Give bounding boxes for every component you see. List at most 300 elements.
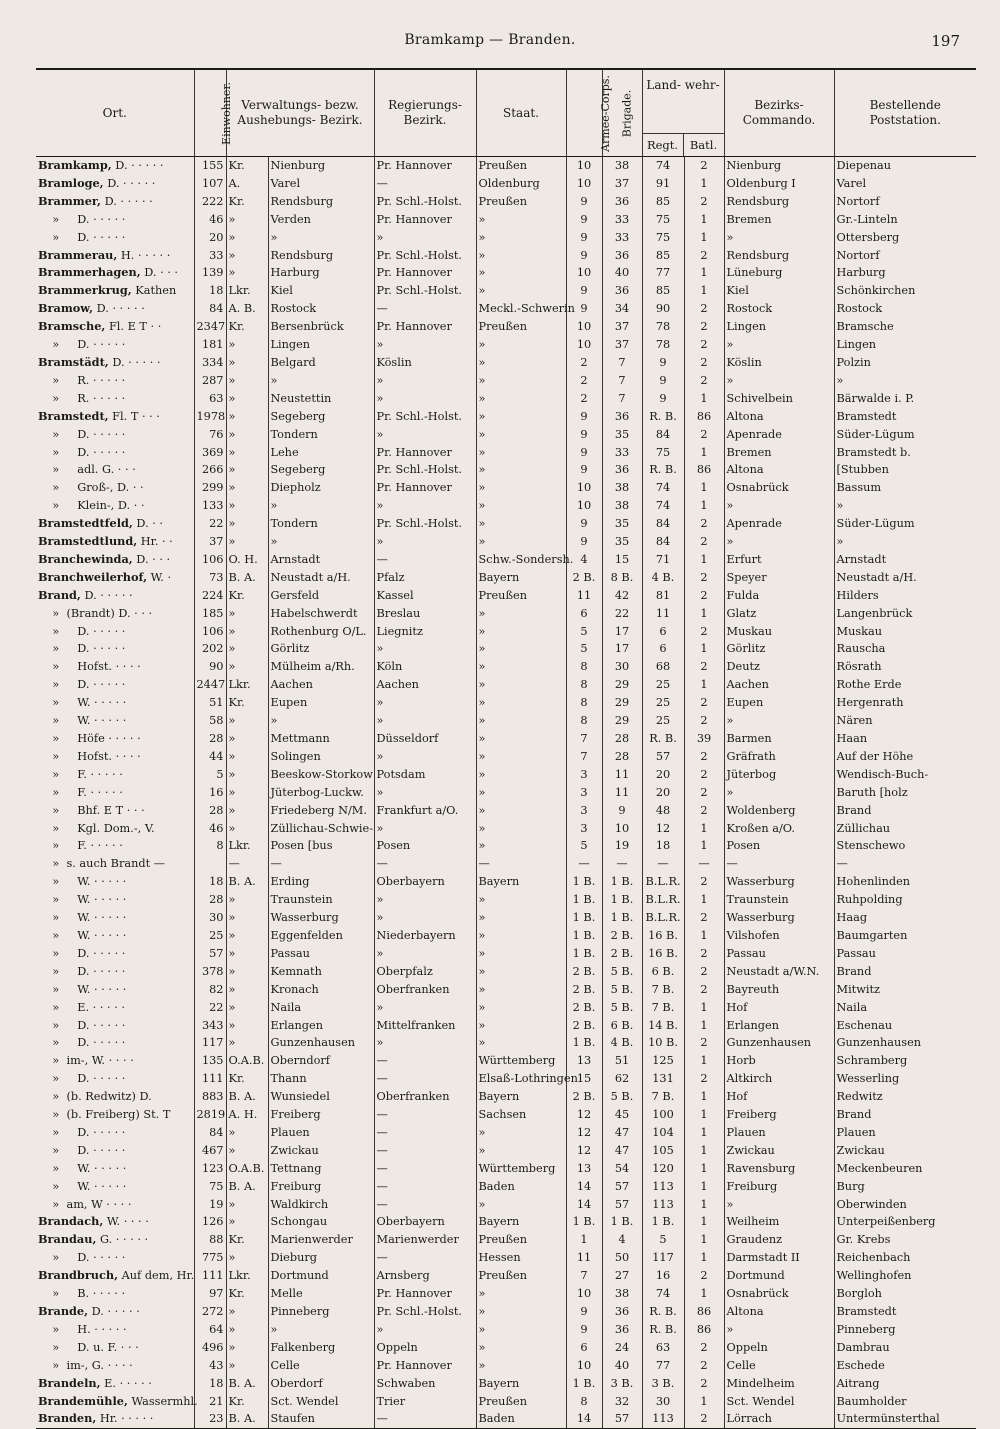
brigade-cell: 8 B. xyxy=(602,569,642,587)
state-cell: Preußen xyxy=(476,1393,566,1411)
landwehr-batl-cell: 1 xyxy=(684,264,724,282)
district-cell: Plauen xyxy=(268,1124,374,1142)
district-cell: Falkenberg xyxy=(268,1339,374,1357)
table-row xyxy=(36,1393,976,1411)
district-command-cell: Rostock xyxy=(724,300,834,318)
place-name-cell xyxy=(36,676,194,694)
population-cell: 123 xyxy=(194,1160,226,1178)
district-command-cell: Apenrade xyxy=(724,426,834,444)
government-district-cell: Köln xyxy=(374,658,476,676)
landwehr-regt-cell: 81 xyxy=(642,587,684,605)
place-name-detail: » E. · · · · · xyxy=(38,1000,125,1014)
place-name-cell xyxy=(36,1124,194,1142)
army-corps-cell: 8 xyxy=(566,658,602,676)
place-name-detail: » F. · · · · · xyxy=(38,767,123,781)
landwehr-batl-cell: 1 xyxy=(684,229,724,247)
place-name-detail: » Höfe · · · · · xyxy=(38,732,141,745)
place-name-detail: D. · · · · · xyxy=(100,194,153,208)
population-cell: 84 xyxy=(194,300,226,318)
population-cell: 1978 xyxy=(194,408,226,426)
district-cell: Waldkirch xyxy=(268,1196,374,1214)
landwehr-regt-cell: 63 xyxy=(642,1339,684,1357)
state-cell: » xyxy=(476,461,566,479)
army-corps-cell: 13 xyxy=(566,1052,602,1070)
government-district-cell: — xyxy=(374,300,476,318)
population-cell: 44 xyxy=(194,748,226,766)
landwehr-batl-cell: 2 xyxy=(684,533,724,551)
government-district-cell: Pr. Schl.-Holst. xyxy=(374,1303,476,1321)
district-command-cell: Fulda xyxy=(724,587,834,605)
post-station-cell: Diepenau xyxy=(836,159,892,172)
place-name-cell xyxy=(36,999,194,1017)
table-row xyxy=(36,247,976,265)
government-district-cell: » xyxy=(374,945,476,963)
army-corps-cell: 8 xyxy=(566,1393,602,1411)
landwehr-regt-cell: B.L.R. xyxy=(642,909,684,927)
state-cell: — xyxy=(476,855,566,873)
district-type-cell: » xyxy=(226,605,268,623)
district-type-cell: » xyxy=(226,1196,268,1214)
brigade-cell: 33 xyxy=(602,211,642,229)
district-command-cell: Wasserburg xyxy=(724,873,834,891)
district-cell: Verden xyxy=(268,211,374,229)
state-cell: » xyxy=(476,229,566,247)
landwehr-regt-cell: 78 xyxy=(642,336,684,354)
population-cell: 378 xyxy=(194,963,226,981)
district-type-cell: B. A. xyxy=(226,1178,268,1196)
government-district-cell: » xyxy=(374,784,476,802)
brigade-cell: 37 xyxy=(602,336,642,354)
population-cell: 224 xyxy=(194,587,226,605)
post-station-cell: Varel xyxy=(836,176,867,190)
landwehr-regt-cell: 25 xyxy=(642,676,684,694)
col-staat: Staat. xyxy=(476,69,566,157)
place-name-cell xyxy=(36,390,194,408)
place-name-cell xyxy=(36,1393,198,1411)
table-body xyxy=(36,157,976,1429)
army-corps-cell: 8 xyxy=(566,712,602,730)
table-row xyxy=(36,1303,976,1321)
brigade-cell: 40 xyxy=(602,1357,642,1375)
col-bezirks-commando: Bezirks- Commando. xyxy=(724,69,834,157)
place-name-bold: Bramsche, xyxy=(38,319,106,334)
district-type-cell: B. A. xyxy=(226,1088,268,1106)
place-name-detail: » W. · · · · · xyxy=(38,875,127,889)
government-district-cell: — xyxy=(374,551,476,569)
place-name-detail: » (b. Freiberg) St. T xyxy=(38,1108,171,1122)
brigade-cell: 1 B. xyxy=(602,1213,642,1231)
army-corps-cell: 9 xyxy=(566,211,602,229)
district-cell: Sct. Wendel xyxy=(268,1393,374,1411)
state-cell: Bayern xyxy=(476,569,566,587)
place-name-cell xyxy=(36,873,194,891)
landwehr-batl-cell: 1 xyxy=(684,999,724,1017)
post-station-cell: Neustadt a/H. xyxy=(836,570,917,584)
post-station-cell: Nortorf xyxy=(836,194,880,208)
district-type-cell: » xyxy=(226,1339,268,1357)
place-name-detail: » D. · · · · · xyxy=(38,1251,126,1265)
landwehr-batl-cell: 1 xyxy=(684,282,724,300)
col-batl: Batl. xyxy=(689,138,718,152)
brigade-cell: 38 xyxy=(602,479,642,497)
place-name-detail: » D. · · · · · xyxy=(38,338,126,352)
landwehr-batl-cell: 1 xyxy=(684,605,724,623)
state-cell: » xyxy=(476,479,566,497)
district-type-cell: » xyxy=(226,229,268,247)
post-station-cell: Rösrath xyxy=(836,660,882,674)
district-command-cell: Celle xyxy=(724,1357,834,1375)
landwehr-batl-cell: 2 xyxy=(684,515,724,533)
landwehr-batl-cell: 2 xyxy=(684,300,724,318)
post-station-cell: Hohenlinden xyxy=(836,875,911,889)
place-name-cell xyxy=(36,909,194,927)
district-command-cell: Plauen xyxy=(724,1124,834,1142)
place-name-cell xyxy=(36,1070,194,1088)
population-cell: 111 xyxy=(194,1267,226,1285)
post-station-cell: Schramberg xyxy=(836,1054,908,1068)
running-head: Bramkamp — Branden. xyxy=(404,32,576,48)
landwehr-batl-cell: 1 xyxy=(684,1231,724,1249)
population-cell: 135 xyxy=(194,1052,226,1070)
place-name-detail: » D. · · · · · xyxy=(38,964,126,978)
post-station-cell: » xyxy=(836,535,844,549)
district-type-cell: Kr. xyxy=(226,157,268,175)
state-cell: » xyxy=(476,981,566,999)
brigade-cell: 4 B. xyxy=(602,1034,642,1052)
army-corps-cell: 3 xyxy=(566,802,602,820)
population-cell: 287 xyxy=(194,372,226,390)
brigade-cell: 11 xyxy=(602,784,642,802)
place-name-cell xyxy=(36,730,194,748)
place-name-bold: Bramstedt, xyxy=(38,408,109,423)
table-row xyxy=(36,300,976,318)
landwehr-batl-cell: 2 xyxy=(684,766,724,784)
place-name-detail: » D. · · · · · xyxy=(38,1018,126,1032)
district-type-cell: » xyxy=(226,247,268,265)
place-name-detail: Fl. T · · · xyxy=(108,409,160,423)
place-name-detail: » D. u. F. · · · xyxy=(38,1340,139,1354)
landwehr-regt-cell: R. B. xyxy=(642,730,684,748)
army-corps-cell: 7 xyxy=(566,748,602,766)
place-name-cell xyxy=(36,1303,194,1321)
state-cell: Baden xyxy=(476,1178,566,1196)
district-cell: Marienwerder xyxy=(268,1231,374,1249)
brigade-cell: 62 xyxy=(602,1070,642,1088)
post-station-cell: Baruth [holz xyxy=(836,785,908,799)
place-name-cell xyxy=(36,1410,194,1428)
post-station-cell: Süder-Lügum xyxy=(836,427,915,441)
table-row xyxy=(36,623,976,641)
table-row xyxy=(36,999,976,1017)
brigade-cell: 32 xyxy=(602,1393,642,1411)
district-type-cell: » xyxy=(226,461,268,479)
landwehr-batl-cell: 2 xyxy=(684,909,724,927)
district-type-cell: A. H. xyxy=(226,1106,268,1124)
district-cell: Lehe xyxy=(268,444,374,462)
district-cell: Tondern xyxy=(268,426,374,444)
district-type-cell: » xyxy=(226,802,268,820)
army-corps-cell: 1 B. xyxy=(566,891,602,909)
place-name-detail: » W. · · · · · xyxy=(38,714,127,728)
army-corps-cell: 3 xyxy=(566,784,602,802)
population-cell: 139 xyxy=(194,264,226,282)
government-district-cell: » xyxy=(374,372,476,390)
brigade-cell: 11 xyxy=(602,766,642,784)
district-command-cell: Woldenberg xyxy=(724,802,834,820)
population-cell: 107 xyxy=(194,175,226,193)
district-command-cell: Kiel xyxy=(724,282,834,300)
post-station-cell: Rothe Erde xyxy=(836,678,902,692)
table-row xyxy=(36,533,976,551)
district-cell: Habelschwerdt xyxy=(268,605,374,623)
population-cell: 30 xyxy=(194,909,226,927)
population-cell: 19 xyxy=(194,1196,226,1214)
place-name-detail: D. · · xyxy=(132,517,164,531)
district-cell: Mettmann xyxy=(268,730,374,748)
table-row xyxy=(36,640,976,658)
district-command-cell: Neustadt a/W.N. xyxy=(724,963,834,981)
landwehr-regt-cell: 113 xyxy=(642,1410,684,1428)
brigade-cell: 3 B. xyxy=(602,1375,642,1393)
state-cell: Württemberg xyxy=(476,1160,566,1178)
government-district-cell: Arnsberg xyxy=(374,1267,476,1285)
district-cell: » xyxy=(268,533,374,551)
state-cell: » xyxy=(476,640,566,658)
government-district-cell: Frankfurt a/O. xyxy=(374,802,476,820)
district-type-cell: » xyxy=(226,479,268,497)
government-district-cell: Pr. Hannover xyxy=(374,479,476,497)
post-station-cell: Baumholder xyxy=(836,1394,907,1408)
table-row xyxy=(36,1070,976,1088)
government-district-cell: Pr. Hannover xyxy=(374,211,476,229)
district-command-cell: Traunstein xyxy=(724,891,834,909)
government-district-cell: Marienwerder xyxy=(374,1231,476,1249)
post-station-cell: Eschenau xyxy=(836,1018,893,1032)
landwehr-batl-cell: 1 xyxy=(684,1106,724,1124)
district-command-cell: » xyxy=(724,372,834,390)
landwehr-batl-cell: 1 xyxy=(684,640,724,658)
col-regt: Regt. xyxy=(643,134,684,156)
government-district-cell: Potsdam xyxy=(374,766,476,784)
place-name-detail: » Bhf. E T · · · xyxy=(38,803,145,817)
population-cell: 28 xyxy=(194,730,226,748)
army-corps-cell: 11 xyxy=(566,1249,602,1267)
landwehr-regt-cell: 1 B. xyxy=(642,1213,684,1231)
landwehr-batl-cell: 39 xyxy=(684,730,724,748)
place-name-cell xyxy=(36,587,194,605)
place-name-cell xyxy=(36,820,194,838)
district-cell: Bersenbrück xyxy=(268,318,374,336)
landwehr-batl-cell: 2 xyxy=(684,963,724,981)
post-station-cell: Eschede xyxy=(836,1358,885,1372)
landwehr-batl-cell: 1 xyxy=(684,1285,724,1303)
landwehr-regt-cell: 113 xyxy=(642,1178,684,1196)
district-cell: Kemnath xyxy=(268,963,374,981)
place-name-cell xyxy=(36,640,194,658)
army-corps-cell: 6 xyxy=(566,1339,602,1357)
state-cell: » xyxy=(476,533,566,551)
post-station-cell: [Stubben xyxy=(836,463,889,477)
district-type-cell: — xyxy=(226,855,268,873)
table-row xyxy=(36,1034,976,1052)
table-row xyxy=(36,515,976,533)
table-row xyxy=(36,1375,976,1393)
table-row xyxy=(36,891,976,909)
district-command-cell: Hof xyxy=(724,999,834,1017)
government-district-cell: — xyxy=(374,1142,476,1160)
district-type-cell: » xyxy=(226,1034,268,1052)
army-corps-cell: 1 B. xyxy=(566,873,602,891)
district-command-cell: Speyer xyxy=(724,569,834,587)
government-district-cell: Pr. Hannover xyxy=(374,157,476,175)
post-station-cell: Baumgarten xyxy=(836,928,908,942)
population-cell: 266 xyxy=(194,461,226,479)
district-command-cell: Gräfrath xyxy=(724,748,834,766)
place-name-cell xyxy=(36,1088,194,1106)
landwehr-regt-cell: 100 xyxy=(642,1106,684,1124)
place-name-cell xyxy=(36,1160,194,1178)
place-name-cell xyxy=(36,623,194,641)
brigade-cell: 57 xyxy=(602,1178,642,1196)
place-name-bold: Brammerkrug, xyxy=(38,283,132,298)
army-corps-cell: 8 xyxy=(566,676,602,694)
army-corps-cell: 10 xyxy=(566,157,602,175)
post-station-cell: Zwickau xyxy=(836,1143,885,1157)
district-command-cell: Wasserburg xyxy=(724,909,834,927)
place-name-cell xyxy=(36,336,194,354)
district-command-cell: » xyxy=(724,784,834,802)
state-cell: » xyxy=(476,1303,566,1321)
table-row xyxy=(36,569,976,587)
header-row xyxy=(36,69,976,157)
state-cell: Oldenburg xyxy=(476,175,566,193)
population-cell: 84 xyxy=(194,1124,226,1142)
government-district-cell: Trier xyxy=(374,1393,476,1411)
district-type-cell: » xyxy=(226,891,268,909)
army-corps-cell: 12 xyxy=(566,1142,602,1160)
landwehr-regt-cell: 91 xyxy=(642,175,684,193)
government-district-cell: — xyxy=(374,1106,476,1124)
landwehr-batl-cell: 2 xyxy=(684,336,724,354)
district-type-cell: A. xyxy=(226,175,268,193)
army-corps-cell: 9 xyxy=(566,1321,602,1339)
landwehr-regt-cell: 57 xyxy=(642,748,684,766)
district-type-cell: » xyxy=(226,390,268,408)
district-cell: Rostock xyxy=(268,300,374,318)
table-row xyxy=(36,1285,976,1303)
population-cell: 16 xyxy=(194,784,226,802)
district-cell: Neustadt a/H. xyxy=(268,569,374,587)
army-corps-cell: 3 xyxy=(566,766,602,784)
government-district-cell: — xyxy=(374,175,476,193)
government-district-cell: » xyxy=(374,891,476,909)
district-cell: Posen [bus xyxy=(268,837,374,855)
post-station-cell: Bassum xyxy=(836,481,882,495)
table-row xyxy=(36,157,976,175)
place-name-detail: » D. · · · · · xyxy=(38,212,126,226)
place-name-cell xyxy=(36,569,194,587)
landwehr-regt-cell: 74 xyxy=(642,1285,684,1303)
place-name-cell xyxy=(36,372,194,390)
government-district-cell: » xyxy=(374,999,476,1017)
post-station-cell: Süder-Lügum xyxy=(836,517,915,531)
post-station-cell: Brand xyxy=(836,1108,872,1122)
post-station-cell: Brand xyxy=(836,803,872,817)
brigade-cell: — xyxy=(602,855,642,873)
brigade-cell: 33 xyxy=(602,444,642,462)
brigade-cell: 36 xyxy=(602,193,642,211)
table-row xyxy=(36,1196,976,1214)
place-name-cell xyxy=(36,694,194,712)
district-command-cell: Altona xyxy=(724,1303,834,1321)
table-row xyxy=(36,873,976,891)
population-cell: 28 xyxy=(194,802,226,820)
table-row xyxy=(36,336,976,354)
brigade-cell: 36 xyxy=(602,408,642,426)
landwehr-batl-cell: 1 xyxy=(684,497,724,515)
post-station-cell: Borgloh xyxy=(836,1287,882,1301)
district-command-cell: Erfurt xyxy=(724,551,834,569)
population-cell: 51 xyxy=(194,694,226,712)
place-name-cell xyxy=(36,1285,194,1303)
government-district-cell: » xyxy=(374,336,476,354)
post-station-cell: Gr.-Linteln xyxy=(836,212,898,226)
government-district-cell: — xyxy=(374,1410,476,1428)
district-command-cell: Freiberg xyxy=(724,1106,834,1124)
state-cell: Sachsen xyxy=(476,1106,566,1124)
district-type-cell: » xyxy=(226,963,268,981)
landwehr-batl-cell: 2 xyxy=(684,1357,724,1375)
district-cell: Görlitz xyxy=(268,640,374,658)
population-cell: 82 xyxy=(194,981,226,999)
district-cell: Nienburg xyxy=(268,157,374,175)
district-cell: Lingen xyxy=(268,336,374,354)
place-name-cell xyxy=(36,1017,194,1035)
landwehr-batl-cell: 1 xyxy=(684,479,724,497)
place-name-bold: Brandbruch, xyxy=(38,1268,119,1283)
table-row xyxy=(36,927,976,945)
district-type-cell: O.A.B. xyxy=(226,1052,268,1070)
district-command-cell: Altona xyxy=(724,408,834,426)
district-cell: Rendsburg xyxy=(268,247,374,265)
landwehr-regt-cell: — xyxy=(642,855,684,873)
government-district-cell: — xyxy=(374,1249,476,1267)
district-type-cell: » xyxy=(226,909,268,927)
population-cell: 2447 xyxy=(194,676,226,694)
army-corps-cell: 1 B. xyxy=(566,1034,602,1052)
post-station-cell: Unterpeißenberg xyxy=(836,1215,936,1229)
place-name-cell xyxy=(36,1213,194,1231)
place-name-detail: D. · · · · · xyxy=(88,1305,140,1318)
government-district-cell: » xyxy=(374,390,476,408)
landwehr-batl-cell: 1 xyxy=(684,1017,724,1035)
army-corps-cell: 10 xyxy=(566,336,602,354)
state-cell: Bayern xyxy=(476,1213,566,1231)
table-row xyxy=(36,1267,976,1285)
post-station-cell: Hilders xyxy=(836,588,879,602)
brigade-cell: 36 xyxy=(602,282,642,300)
brigade-cell: 35 xyxy=(602,515,642,533)
place-name-detail: » R. · · · · · xyxy=(38,391,126,405)
brigade-cell: 5 B. xyxy=(602,981,642,999)
place-name-bold: Branchweilerhof, xyxy=(38,569,148,584)
district-command-cell: Bremen xyxy=(724,211,834,229)
district-type-cell: » xyxy=(226,408,268,426)
place-name-cell xyxy=(36,1249,194,1267)
army-corps-cell: 3 xyxy=(566,820,602,838)
table-row xyxy=(36,909,976,927)
landwehr-regt-cell: 77 xyxy=(642,264,684,282)
